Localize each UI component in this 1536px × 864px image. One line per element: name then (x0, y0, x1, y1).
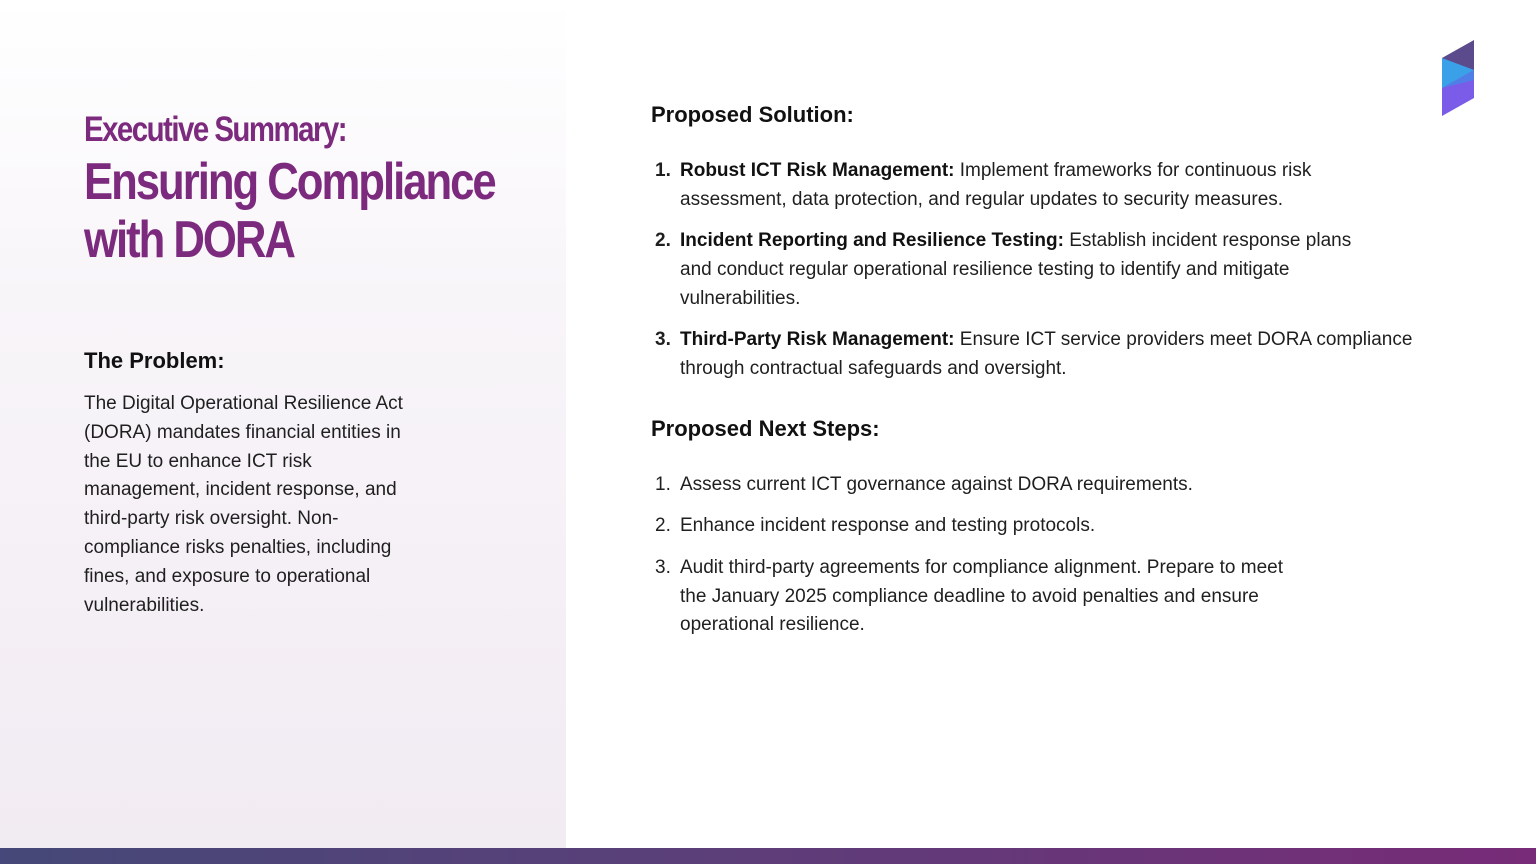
problem-body: The Digital Operational Resilience Act (DORA) mandates financial entities in the EU to enhance ICT risk management, incident response, and third-party risk oversight. Non-compliance risks penalties, including fines, and exposure to operational vulnerabilities. (84, 393, 403, 616)
item-lead: Third-Party Risk Management: (680, 329, 955, 351)
page-title: Ensuring Compliance with DORA (84, 153, 495, 269)
list-item (651, 512, 1351, 541)
list-number: 1. (655, 160, 671, 181)
list-item (651, 326, 1451, 384)
list-number: 3. (655, 329, 671, 351)
problem-heading: The Problem: (84, 348, 225, 373)
item-text: Assess current ICT governance against DORA requirements. (680, 474, 1193, 495)
solution-heading: Proposed Solution: (651, 102, 854, 127)
list-number: 1. (655, 474, 671, 495)
next-steps-list (651, 471, 1351, 653)
next-steps-heading: Proposed Next Steps: (651, 416, 880, 441)
item-text: Establish incident response plans and conduct regular operational resilience testing to identify and mitigate vulnerabilities. (680, 230, 1352, 309)
list-number: 3. (655, 556, 671, 578)
item-lead: Incident Reporting and Resilience Testing: (680, 230, 1064, 252)
list-item (651, 554, 1351, 640)
list-number: 2. (655, 230, 671, 252)
list-number: 2. (655, 515, 671, 537)
list-item (651, 471, 1351, 500)
item-text: Ensure ICT service providers meet DORA compliance through contractual safeguards and oversight. (680, 329, 1413, 379)
left-panel (0, 0, 566, 848)
list-item (651, 157, 1451, 215)
item-lead: Robust ICT Risk Management: (680, 160, 955, 181)
item-text: Enhance incident response and testing protocols. (680, 515, 1096, 537)
footer-gradient-bar (0, 848, 1536, 864)
item-text: Implement frameworks for continuous risk assessment, data protection, and regular updates to security measures. (680, 160, 1312, 210)
item-text: Audit third-party agreements for compliance alignment. Prepare to meet the January 2025 compliance deadline to avoid penalties and ensure operational resilience. (680, 556, 1284, 636)
brand-s-logo-icon (1440, 40, 1476, 118)
solution-list (651, 157, 1451, 396)
list-item (651, 227, 1451, 313)
title-kicker: Executive Summary: (84, 110, 347, 149)
